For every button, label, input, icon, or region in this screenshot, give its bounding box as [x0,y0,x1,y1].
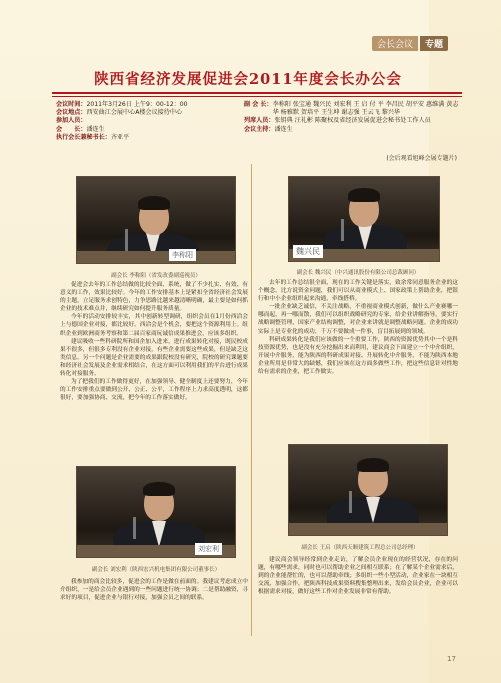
paragraph: 一批企业缺乏诚信，不关注战略，不重视商业模式创新，做什么产业赛哪一哪而起，再一哪而散，我们可以组织战略研究的专家，给企业讲解指导，要实行战略调整管理，国家产业结构调整，对企业来讲就是调整战略问题。企业的成功实际上是专业化的成功，千万不要做成一件事，盲目拓展到的领域。 [258,304,458,335]
paragraph: 去年的工作总结很全面，现在的工作关键是落实，致余常同意服务企业的这个概念，比方说资金问题，我们可以从商业模式上、国家政策上帮助企业，把银行和中小企业组织起来沟通，牵线搭桥。 [258,280,458,303]
page-title: 陕西省经济发展促进会2011年度会长办公会 [94,71,402,88]
info-key: 参加人员： [56,117,87,125]
photo-speaker-4 [288,444,448,536]
info-row [56,126,244,134]
info-value: 张钥典 汪礼彬 陈聚权及省经济发展促进会秘书处工作人员 [274,117,431,125]
topic-label: 专题 [420,36,448,51]
info-value [86,117,244,125]
info-row [244,126,460,134]
photo-caption: 副会长 魏兴民（中兴通讯股份有限公司总裁顾问） [296,270,420,276]
title-rule-thin [52,96,462,97]
info-row [56,117,244,125]
info-key: 执行会长兼秘书长： [56,133,111,141]
info-value: 潘连生 [86,125,105,133]
info-key: 会 长： [56,125,87,133]
name-card: 李称阳 [169,249,196,261]
photo-speaker-1 [76,176,236,264]
title-rule [52,92,462,94]
info-value: 2011年3月26日 上午9：00-12：00 [86,101,188,108]
paragraph: 今年的活动安排较丰实，其中创新转型调研，组织会员在1月份西洽会上与德国企业对接，都比较好。西洽会是个机会，要把这个资源利用上。组织企业到欧洲商务考察和第二届百家商玩诚信成果推进会，应该多组织。 [60,314,248,337]
info-row [244,117,460,125]
article-text-2 [258,279,458,376]
meeting-note: (会后观看旭峰会展专题片) [386,155,457,162]
info-row [244,101,460,117]
paragraph: 科研成果转化是我们应该做的一个重要工作，陕西的资源优势其中一个是科技资源优势，也是没有充分挖掘出来而利用，建议商会下面建立一个中介组织，开展中介服务，能为陕西的科研成果对接、升展转化中介服务，不能为陕西本地企业所用是非常大的缺憾，我们应该在这方面多做些工作，把这些信息针对性地给有需求的企业，把工作做实。 [258,336,458,376]
info-value: 李称阳 张宝通 魏兴民 刘宏利 王 启 付 平 李昌民 胡平安 惠维满 黄志华 杨雅默 贺培平 王生坤 谢志强 王云飞 黎兴华 [272,101,459,117]
info-key: 副 会 长： [244,101,273,108]
info-row [56,134,244,142]
info-left [56,101,244,142]
article-text-1 [60,281,248,402]
column-divider [251,164,252,636]
info-value: 齐亚平 [110,133,130,141]
info-key: 会议时间： [56,101,87,108]
paragraph: 我参加的商会比较多，促进会的工作是做在前面的。我建议考虑成立中介组织，一是给会员企业遇到的一些问题进行统一协调；二是帮助融资，寻求好的项目，促进企业与银行对接，加强会员之间的联系。 [60,579,248,602]
name-card: 魏兴民 [293,245,323,258]
name-card: 刘宏利 [195,543,222,555]
info-value: 潘连生 [274,125,293,133]
info-key: 会议地点： [56,109,87,117]
article-text-3 [60,578,248,602]
section-tag [372,36,448,51]
paragraph: 促进会去年的工作总结做的比较全面、系统，做了不少扎实、有效、有意义的工作，效果比较好。今年的工作安排基本上是紧扣全省经济社会发展的主题，立足服务求创特色，力争思路比越来越清晰明确，最主要是如何抓企业的技术难点并，继续研究如何提升服务质量。 [60,282,248,313]
info-key: 列席人员： [244,117,275,125]
paragraph: 为了把我们的工作做得更好，在加强领导、健全制度上还要努力，今年的工作安排重点要做到公开、公正、公平，工作程序上力求高度透明，这都很好，要加强协商、交流，把今年的工作落实做好。 [60,379,248,402]
section-label: 会长会议 [372,36,418,51]
info-value: 西安曲江会展中心A楼会议接待中心 [86,109,183,117]
photo-caption: 副会长 李称阳（省发改委副巡视员） [111,273,201,279]
article-text-4 [258,556,458,596]
photo-caption: 副会长 王启（陕西天顺建筑工程总公司总经理） [301,545,419,551]
photo-speaker-2 [288,176,440,262]
paragraph: 建议商会领导经常到企业走访，了解会员企业现在的经营状况，存在的问题，有哪些需求，同时也可以帮助企业之间相互联系；在了解某个企业需求后，到的企业能帮忙的，也可以帮助牵线；多组织一些小型活动，企业家在一块相互交流，加强合作，把陕西科技成果资料搜集整理出来，发给会员企业，企业可以根据需求对接，做好这些工作对企业发展非常有帮助。 [258,557,458,596]
info-row [56,101,244,109]
info-right [244,101,460,134]
paragraph: 建议吸收一些科研院所和国企加入进来，进行成果转化对接，既民校成果不很多，但很多专利没有企业对接，有些企业需要这些成果，但是缺乏这类信息。另一个问题是企业需要的成果跟院校没有研究，院校的研究课题要和经济社会发展及企业需求相结合，在这方面可以利用我们的平台进行成果转化对接服务。 [60,338,248,378]
info-key: 会议主持： [244,125,275,133]
photo-caption: 副会长 刘宏利（陕西宏兴机电集团有限公司董事长） [91,567,221,573]
photo-speaker-3 [76,466,236,558]
page-number: 17 [447,655,456,663]
